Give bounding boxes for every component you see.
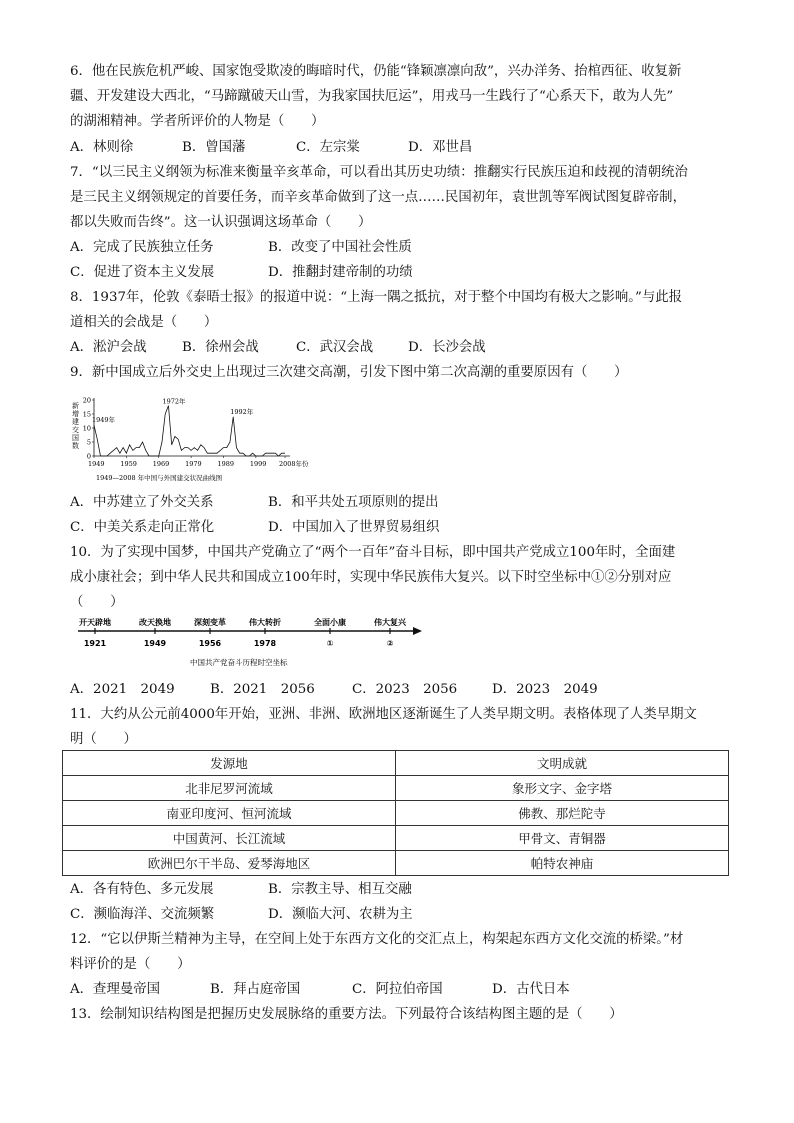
chart-ylabel-char: 增 — [72, 410, 79, 418]
q13-line-1: 13．绘制知识结构图是把握历史发展脉络的重要方法。下列最符合该结构图主题的是（ ） — [70, 1007, 623, 1022]
chart-y-tick-label: 20 — [82, 396, 91, 405]
chart-ylabel-char: 新 — [72, 402, 79, 410]
q7-option-a: A．完成了民族独立任务 — [70, 240, 214, 255]
timeline-year-label: 1956 — [198, 639, 222, 648]
chart-ylabel-char: 交 — [72, 426, 79, 434]
table-header-row — [63, 751, 729, 776]
q7-line-1: 7．“以三民主义纲领为标准来衡量辛亥革命，可以看出其历史功绩：推翻实行民族压迫和歧视的清朝统治 — [70, 165, 688, 180]
q12-line-2: 料评价的是（ ） — [70, 957, 191, 972]
timeline-year-label: 1949 — [143, 639, 167, 648]
timeline-event-label: 改天换地 — [139, 618, 171, 627]
timeline-year-label: 1978 — [253, 639, 277, 648]
table-cell: 象形文字、金字塔 — [396, 776, 729, 801]
chart-y-tick-label: 15 — [82, 410, 91, 419]
chart-ylabel-char: 数 — [72, 442, 79, 450]
q9-line-1: 9．新中国成立后外交史上出现过三次建交高潮，引发下图中第二次高潮的重要原因有（ ） — [70, 365, 628, 380]
q12-option-a: A．查理曼帝国 — [70, 982, 161, 997]
q11-option-c: C．濒临海洋、交流频繁 — [70, 907, 215, 922]
chart-ylabel-char: 建 — [72, 418, 79, 426]
q10-line-2: 成小康社会；到中华人民共和国成立100年时，实现中华民族伟大复兴。以下时空坐标中①②分别对应 — [70, 570, 672, 585]
table-header-origin: 发源地 — [63, 751, 396, 776]
table-cell: 北非尼罗河流域 — [63, 776, 396, 801]
table-row — [63, 851, 729, 876]
q9-option-a: A．中苏建立了外交关系 — [70, 495, 214, 510]
q6-line-3: 的湖湘精神。学者所评价的人物是（ ） — [70, 114, 325, 129]
table-header-achievement: 文明成就 — [396, 751, 729, 776]
chart-y-tick-label: 0 — [86, 452, 91, 461]
chart-ylabel-char: 国 — [72, 434, 79, 442]
q6-option-d: D．邓世昌 — [408, 140, 473, 155]
chart-x-tick-label: 1949 — [88, 460, 105, 468]
q7-option-b: B．改变了中国社会性质 — [268, 240, 412, 255]
chart-y-tick-label: 10 — [82, 424, 91, 433]
table-cell: 甲骨文、青铜器 — [396, 826, 729, 851]
chart-x-tick-label: 1999 — [249, 460, 267, 468]
table-cell: 南亚印度河、恒河流域 — [63, 801, 396, 826]
q11-table — [62, 750, 729, 876]
q7-line-2: 是三民主义纲领规定的首要任务，而辛亥革命做到了这一点……民国初年，袁世凯等军阀试图复辟帝制， — [70, 190, 686, 205]
q8-line-1: 8．1937年，伦敦《泰晤士报》的报道中说：“上海一隅之抵抗，对于整个中国均有极大之影响。”与此报 — [70, 290, 682, 305]
q10-option-b: B．2021 2056 — [210, 682, 315, 697]
table-cell: 帕特农神庙 — [396, 851, 729, 876]
chart-title: 1949—2008 年中国与外国建交状况曲线图 — [96, 474, 223, 482]
q7-line-3: 都以失败而告终”。这一认识强调这场革命（ ） — [70, 215, 372, 230]
q7-option-c: C．促进了资本主义发展 — [70, 265, 215, 280]
q6-option-b: B．曾国藩 — [182, 140, 246, 155]
q6-line-1: 6．他在民族危机严峻、国家饱受欺凌的晦暗时代，仍能“锋颖凛凛向敌”，兴办洋务、抬棺西征、收复新 — [70, 64, 682, 79]
timeline-event-label: 全面小康 — [314, 618, 346, 627]
q12-option-c: C．阿拉伯帝国 — [352, 982, 443, 997]
q9-chart — [70, 394, 330, 489]
chart-annotation: 1972年 — [162, 397, 186, 406]
q8-option-b: B．徐州会战 — [182, 340, 259, 355]
timeline-event-label: 深刻变革 — [194, 618, 226, 627]
q10-option-d: D．2023 2049 — [492, 682, 598, 697]
timeline-event-label: 伟大转折 — [249, 618, 281, 627]
q10-timeline — [70, 615, 430, 670]
q10-option-c: C．2023 2056 — [352, 682, 458, 697]
table-row — [63, 826, 729, 851]
table-cell: 佛教、那烂陀寺 — [396, 801, 729, 826]
q8-option-a: A．淞沪会战 — [70, 340, 147, 355]
chart-x-tick-label: 1989 — [217, 460, 235, 468]
q6-option-c: C．左宗棠 — [296, 140, 360, 155]
timeline-arrow-icon — [413, 627, 422, 635]
q11-line-2: 明（ ） — [70, 732, 137, 747]
chart-x-tick-label: 1979 — [185, 460, 202, 468]
q11-option-d: D．濒临大河、农耕为主 — [268, 907, 413, 922]
table-cell: 欧洲巴尔干半岛、爱琴海地区 — [63, 851, 396, 876]
table-row — [63, 776, 729, 801]
timeline-year-label: ① — [326, 639, 334, 648]
timeline-event-label: 伟大复兴 — [374, 618, 406, 627]
timeline-year-label: 1921 — [83, 639, 107, 648]
q8-option-c: C．武汉会战 — [296, 340, 374, 355]
q8-line-2: 道相关的会战是（ ） — [70, 315, 218, 330]
q12-option-b: B．拜占庭帝国 — [210, 982, 301, 997]
q7-option-d: D．推翻封建帝制的功绩 — [268, 265, 413, 280]
chart-y-tick-label: 5 — [86, 438, 91, 447]
q12-line-1: 12．“它以伊斯兰精神为主导，在空间上处于东西方文化的交汇点上，构架起东西方文化交流的桥梁。”材 — [70, 932, 684, 947]
chart-annotation: 1992年 — [230, 407, 254, 416]
chart-x-tick-label: 1969 — [152, 460, 170, 468]
chart-x-tick-label: 2008年份 — [279, 460, 309, 468]
q11-line-1: 11．大约从公元前4000年开始，亚洲、非洲、欧洲地区逐渐诞生了人类早期文明。表格体现了人类早期文 — [70, 707, 697, 722]
q10-line-3: （ ） — [70, 595, 124, 610]
q9-option-d: D．中国加入了世界贸易组织 — [268, 520, 440, 535]
q11-option-b: B．宗教主导、相互交融 — [268, 882, 412, 897]
chart-series-line — [94, 406, 285, 456]
timeline-caption: 中国共产党奋斗历程时空坐标 — [190, 658, 288, 667]
chart-annotation: 1949年 — [92, 416, 116, 425]
chart-x-tick-label: 1959 — [120, 460, 137, 468]
q10-line-1: 10．为了实现中国梦，中国共产党确立了“两个一百年”奋斗目标，即中国共产党成立100年时，全面建 — [70, 545, 676, 560]
table-cell: 中国黄河、长江流域 — [63, 826, 396, 851]
q10-option-a: A．2021 2049 — [70, 682, 175, 697]
timeline-event-label: 开天辟地 — [79, 618, 111, 627]
q11-option-a: A．各有特色、多元发展 — [70, 882, 214, 897]
q9-option-b: B．和平共处五项原则的提出 — [268, 495, 439, 510]
q9-option-c: C．中美关系走向正常化 — [70, 520, 215, 535]
q12-option-d: D．古代日本 — [492, 982, 570, 997]
q8-option-d: D．长沙会战 — [408, 340, 486, 355]
q6-option-a: A．林则徐 — [70, 140, 134, 155]
timeline-year-label: ② — [386, 639, 394, 648]
table-row — [63, 801, 729, 826]
q6-line-2: 疆、开发建设大西北，“马蹄蹴破天山雪，为我家国扶厄运”，用戎马一生践行了“心系天下，敢为人先” — [70, 89, 674, 104]
